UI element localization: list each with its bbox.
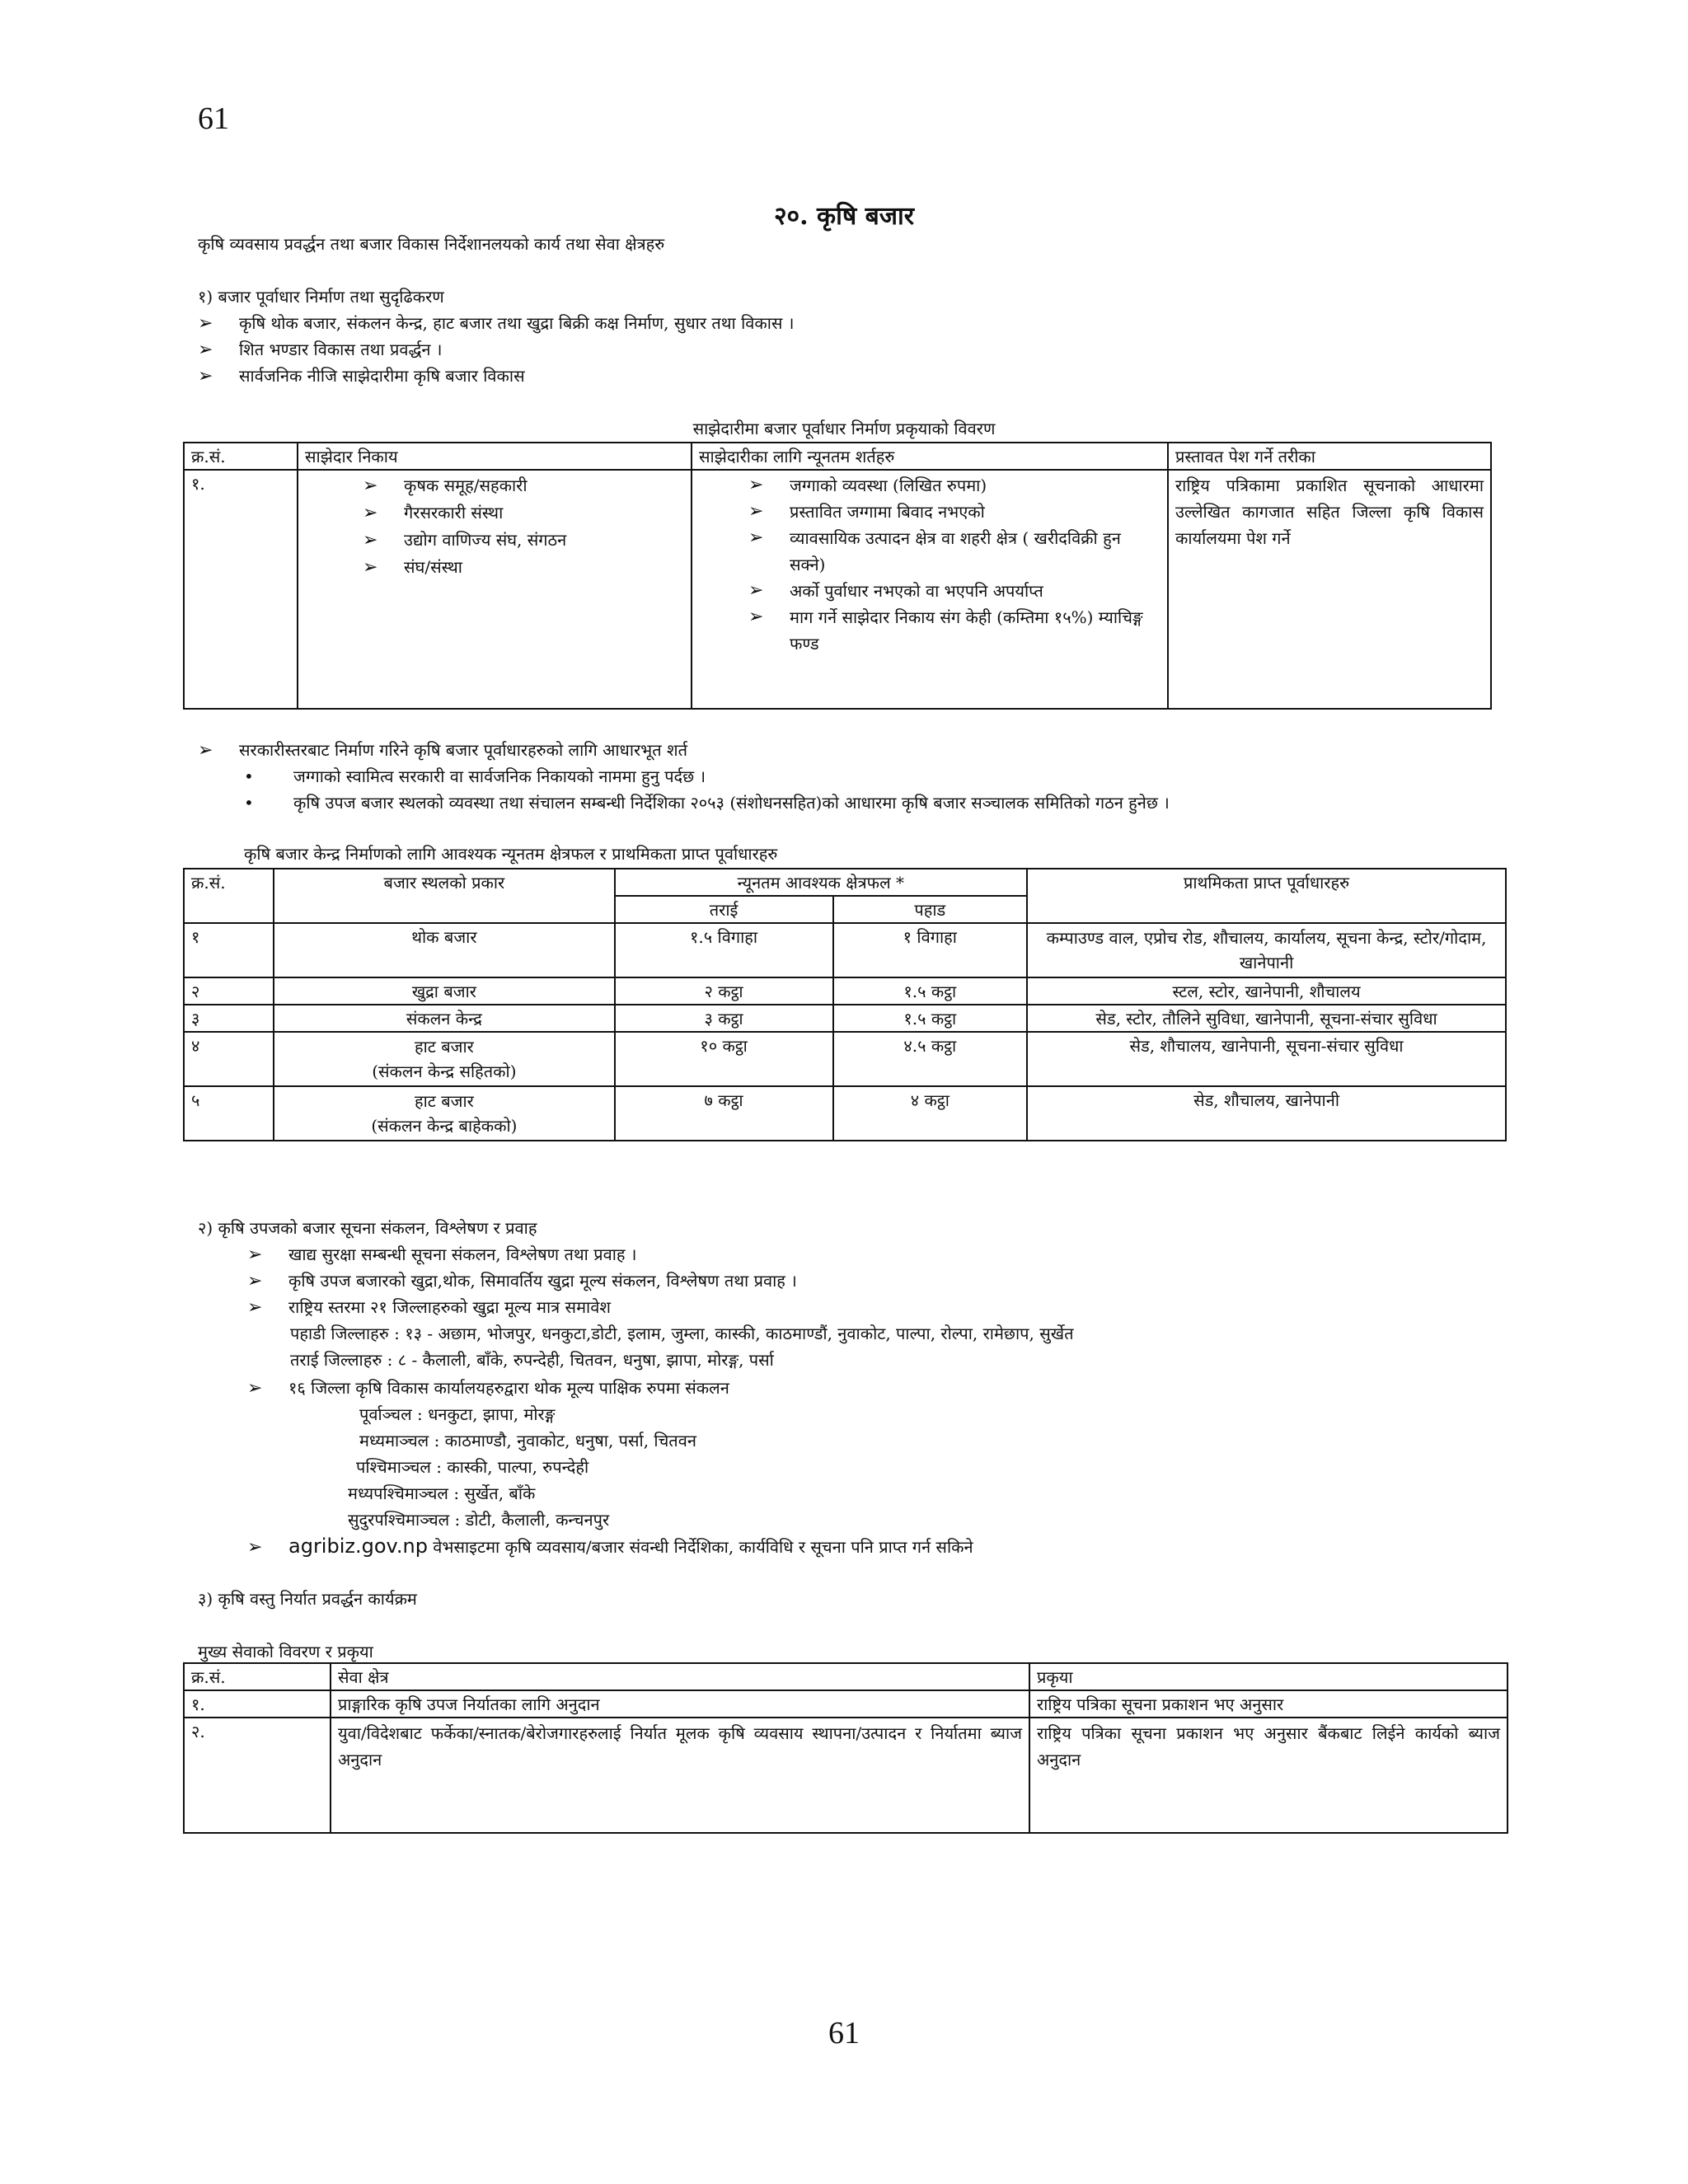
table-cell-method: राष्ट्रिय पत्रिकामा प्रकाशित सूचनाको आधारमा उल्लेखित कागजात सहित जिल्ला कृषि विकास कार्यालयमा पेश गर्ने [1168, 470, 1491, 709]
arrow-bullet-icon: ➢ [198, 340, 213, 360]
table-cell: १.५ विगाहा [615, 923, 833, 977]
table-cell: १ [184, 923, 274, 977]
section1-item: ➢ सार्वजनिक नीजि साझेदारीमा कृषि बजार विकास [198, 363, 525, 390]
table-row [184, 923, 1506, 977]
table-header: सेवा क्षेत्र [331, 1663, 1029, 1690]
region-line: पूर्वाञ्चल : धनकुटा, झापा, मोरङ्ग [359, 1404, 556, 1424]
table-cell: प्राङ्गारिक कृषि उपज निर्यातका लागि अनुदान [331, 1690, 1029, 1718]
table-cell-partners [298, 470, 692, 709]
table-row [184, 1690, 1507, 1718]
market-area-table [183, 868, 1507, 1141]
table-header: प्रकृया [1029, 1663, 1507, 1690]
bullet-dot-icon: • [244, 766, 254, 786]
arrow-bullet-icon: ➢ [748, 580, 764, 601]
table-header: न्यूनतम आवश्यक क्षेत्रफल * [615, 869, 1028, 896]
arrow-bullet-icon: ➢ [247, 1297, 263, 1318]
website-link[interactable]: agribiz.gov.np [288, 1535, 428, 1558]
list-item: ➢ जग्गाको व्यवस्था (लिखित रुपमा) [748, 472, 1160, 499]
table-row [184, 1718, 1507, 1833]
arrow-bullet-icon: ➢ [748, 475, 764, 495]
table-header: प्रस्तावत पेश गर्ने तरीका [1168, 443, 1491, 470]
table-header: क्र.सं. [184, 869, 274, 923]
arrow-bullet-icon: ➢ [198, 366, 213, 387]
partnership-table [183, 442, 1492, 710]
table-cell-conditions [692, 470, 1168, 709]
table-cell: ४ [184, 1032, 274, 1086]
list-item: ➢ माग गर्ने साझेदार निकाय संग केही (कम्तिमा १५%) म्याचिङ्ग फण्ड [748, 604, 1160, 657]
section2-heading: २) कृषि उपजको बजार सूचना संकलन, विश्लेषण र प्रवाह [198, 1218, 537, 1238]
table-cell: २. [184, 1718, 331, 1833]
page-title: २०. कृषि बजार [773, 202, 915, 231]
arrow-bullet-icon: ➢ [363, 476, 378, 496]
table-row [184, 977, 1506, 1005]
region-line: सुदुरपश्चिमाञ्चल : डोटी, कैलाली, कन्चनपुर [348, 1510, 610, 1530]
table-header: प्राथमिकता प्राप्त पूर्वाधारहरु [1027, 869, 1506, 923]
govt-conditions-heading: ➢ सरकारीस्तरबाट निर्माण गरिने कृषि बजार पूर्वाधारहरुको लागि आधारभूत शर्त [198, 737, 687, 764]
table-row [184, 1032, 1506, 1086]
govt-condition-item: • कृषि उपज बजार स्थलको व्यवस्था तथा संचालन सम्बन्धी निर्देशिका २०५३ (संशोधनसहित)को आधारमा कृषि बजार सञ्चालक समितिको गठन हुनेछ । [244, 790, 1170, 816]
govt-condition-item: • जग्गाको स्वामित्व सरकारी वा सार्वजनिक निकायको नाममा हुनु पर्दछ । [244, 763, 706, 790]
table-cell: सेड, शौचालय, खानेपानी [1027, 1086, 1506, 1141]
table-cell: सेड, स्टोर, तौलिने सुविधा, खानेपानी, सूचना-संचार सुविधा [1027, 1005, 1506, 1032]
table-cell: १. [184, 1690, 331, 1718]
table-row [184, 470, 1491, 709]
table-header: साझेदार निकाय [298, 443, 692, 470]
table2-caption: कृषि बजार केन्द्र निर्माणको लागि आवश्यक न्यूनतम क्षेत्रफल र प्राथमिकता प्राप्त पूर्वाधारहरु [244, 844, 778, 864]
hill-districts: पहाडी जिल्लाहरु : १३ - अछाम, भोजपुर, धनकुटा,डोटी, इलाम, जुम्ला, कास्की, काठमाण्डौं, नुवाकोट, पाल्पा, रोल्पा, रामेछाप, सुर्खेत [290, 1324, 1074, 1343]
list-item: ➢ उद्योग वाणिज्य संघ, संगठन [363, 527, 684, 554]
table-header: साझेदारीका लागि न्यूनतम शर्तहरु [692, 443, 1168, 470]
section2-item: ➢ राष्ट्रिय स्तरमा २१ जिल्लाहरुको खुद्रा मूल्य मात्र समावेश [247, 1294, 611, 1321]
table-cell-sn: १. [184, 470, 298, 709]
table-header: बजार स्थलको प्रकार [274, 869, 614, 923]
arrow-bullet-icon: ➢ [198, 313, 213, 334]
table1-caption: साझेदारीमा बजार पूर्वाधार निर्माण प्रकृयाको विवरण [692, 419, 996, 438]
table-cell: ४.५ कट्ठा [833, 1032, 1028, 1086]
arrow-bullet-icon: ➢ [198, 740, 213, 761]
arrow-bullet-icon: ➢ [247, 1537, 263, 1558]
list-item: ➢ संघ/संस्था [363, 554, 684, 581]
table-cell: २ कट्ठा [615, 977, 833, 1005]
arrow-bullet-icon: ➢ [748, 527, 764, 548]
list-item: ➢ कृषक समूह/सहकारी [363, 472, 684, 499]
table-header: क्र.सं. [184, 443, 298, 470]
table-cell: हाट बजार (संकलन केन्द्र सहितको) [274, 1032, 614, 1086]
table-row [184, 1086, 1506, 1141]
table-cell: ५ [184, 1086, 274, 1141]
table-cell: १ विगाहा [833, 923, 1028, 977]
page-number-bottom: 61 [828, 2016, 860, 2050]
table-cell: सेड, शौचालय, खानेपानी, सूचना-संचार सुविधा [1027, 1032, 1506, 1086]
table-cell: ३ कट्ठा [615, 1005, 833, 1032]
arrow-bullet-icon: ➢ [363, 503, 378, 523]
table-cell: कम्पाउण्ड वाल, एप्रोच रोड, शौचालय, कार्यालय, सूचना केन्द्र, स्टोर/गोदाम, खानेपानी [1027, 923, 1506, 977]
export-services-table [183, 1662, 1508, 1834]
table-cell: राष्ट्रिय पत्रिका सूचना प्रकाशन भए अनुसार बैंकबाट लिईने कार्यको ब्याज अनुदान [1029, 1718, 1507, 1833]
table-cell: २ [184, 977, 274, 1005]
table-cell: संकलन केन्द्र [274, 1005, 614, 1032]
arrow-bullet-icon: ➢ [247, 1271, 263, 1291]
arrow-bullet-icon: ➢ [363, 557, 378, 578]
bullet-dot-icon: • [244, 793, 254, 813]
section1-item: ➢ कृषि थोक बजार, संकलन केन्द्र, हाट बजार तथा खुद्रा बिक्री कक्ष निर्माण, सुधार तथा विकास । [198, 310, 794, 337]
page-number-top: 61 [198, 101, 229, 136]
table-cell: हाट बजार (संकलन केन्द्र बाहेकको) [274, 1086, 614, 1141]
table-header: पहाड [833, 896, 1028, 923]
table-cell: १० कट्ठा [615, 1032, 833, 1086]
table-cell: खुद्रा बजार [274, 977, 614, 1005]
section2-item: ➢ खाद्य सुरक्षा सम्बन्धी सूचना संकलन, विश्लेषण तथा प्रवाह । [247, 1241, 636, 1268]
section2-item: ➢ १६ जिल्ला कृषि विकास कार्यालयहरुद्वारा थोक मूल्य पाक्षिक रुपमा संकलन [247, 1375, 729, 1402]
section1-item: ➢ शित भण्डार विकास तथा प्रवर्द्धन । [198, 336, 442, 363]
list-item: ➢ प्रस्तावित जग्गामा बिवाद नभएको [748, 499, 1160, 525]
table-header: क्र.सं. [184, 1663, 331, 1690]
table-cell: युवा/विदेशबाट फर्केका/स्नातक/बेरोजगारहरुलाई निर्यात मूलक कृषि व्यवसाय स्थापना/उत्पादन र निर्यातमा ब्याज अनुदान [331, 1718, 1029, 1833]
section3-heading: ३) कृषि वस्तु निर्यात प्रवर्द्धन कार्यक्रम [198, 1589, 417, 1609]
arrow-bullet-icon: ➢ [748, 501, 764, 522]
subtitle: कृषि व्यवसाय प्रवर्द्धन तथा बजार विकास निर्देशानलयको कार्य तथा सेवा क्षेत्रहरु [198, 234, 665, 254]
table-row [184, 1005, 1506, 1032]
table-cell: ७ कट्ठा [615, 1086, 833, 1141]
table-cell: स्टल, स्टोर, खानेपानी, शौचालय [1027, 977, 1506, 1005]
website-line: ➢ agribiz.gov.np वेभसाइटमा कृषि व्यवसाय/बजार संवन्धी निर्देशिका, कार्यविधि र सूचना पनि प्राप्त गर्न सकिने [247, 1533, 973, 1561]
region-line: मध्यमाञ्चल : काठमाण्डौ, नुवाकोट, धनुषा, पर्सा, चितवन [359, 1431, 696, 1451]
arrow-bullet-icon: ➢ [748, 607, 764, 627]
section2-item: ➢ कृषि उपज बजारको खुद्रा,थोक, सिमावर्तिय खुद्रा मूल्य संकलन, विश्लेषण तथा प्रवाह । [247, 1268, 797, 1295]
region-line: पश्चिमाञ्चल : कास्की, पाल्पा, रुपन्देही [356, 1457, 589, 1477]
list-item: ➢ गैरसरकारी संस्था [363, 499, 684, 527]
table-cell: राष्ट्रिय पत्रिका सूचना प्रकाशन भए अनुसार [1029, 1690, 1507, 1718]
list-item: ➢ अर्को पुर्वाधार नभएको वा भएपनि अपर्याप्त [748, 578, 1160, 604]
table-cell: १.५ कट्ठा [833, 1005, 1028, 1032]
list-item: ➢ व्यावसायिक उत्पादन क्षेत्र वा शहरी क्षेत्र ( खरीदविक्री हुन सक्ने) [748, 525, 1160, 578]
arrow-bullet-icon: ➢ [247, 1378, 263, 1399]
section1-heading: १) बजार पूर्वाधार निर्माण तथा सुदृढिकरण [198, 287, 444, 307]
arrow-bullet-icon: ➢ [363, 530, 378, 551]
arrow-bullet-icon: ➢ [247, 1244, 263, 1265]
table-cell: थोक बजार [274, 923, 614, 977]
region-line: मध्यपश्चिमाञ्चल : सुर्खेत, बाँके [348, 1483, 536, 1503]
table3-caption: मुख्य सेवाको विवरण र प्रकृया [198, 1642, 373, 1661]
table-header: तराई [615, 896, 833, 923]
table-cell: १.५ कट्ठा [833, 977, 1028, 1005]
terai-districts: तराई जिल्लाहरु : ८ - कैलाली, बाँके, रुपन्देही, चितवन, धनुषा, झापा, मोरङ्ग, पर्सा [290, 1350, 774, 1370]
table-cell: ३ [184, 1005, 274, 1032]
table-cell: ४ कट्ठा [833, 1086, 1028, 1141]
